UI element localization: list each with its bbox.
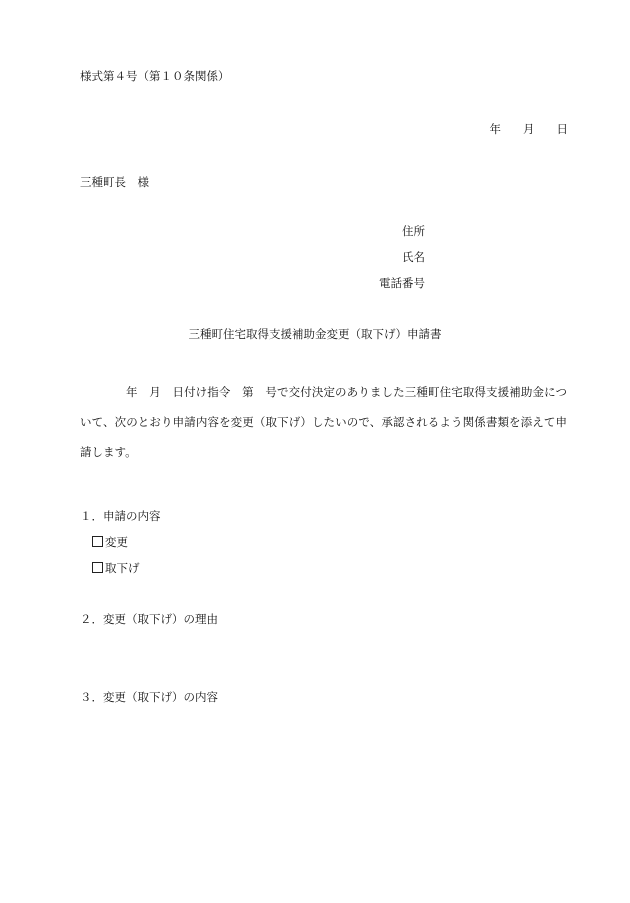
option-withdraw[interactable] xyxy=(92,562,140,575)
address-label: 住所 xyxy=(402,224,425,238)
section-reason: ２．変更（取下げ）の理由 xyxy=(80,612,218,626)
checkbox-withdraw[interactable] xyxy=(92,562,103,573)
date-month: 月 xyxy=(523,122,535,136)
addressee: 三種町長 様 xyxy=(80,175,149,189)
option-withdraw-label: 取下げ xyxy=(105,561,140,575)
section-application-content: １．申請の内容 xyxy=(80,509,161,523)
phone-label: 電話番号 xyxy=(379,276,425,290)
section-change-details: ３．変更（取下げ）の内容 xyxy=(80,690,218,704)
document-title: 三種町住宅取得支援補助金変更（取下げ）申請書 xyxy=(188,327,442,341)
date-line xyxy=(490,124,569,136)
option-change-label: 変更 xyxy=(105,535,128,549)
date-day: 日 xyxy=(556,122,568,136)
date-year: 年 xyxy=(489,122,501,136)
checkbox-change[interactable] xyxy=(92,536,103,547)
name-label: 氏名 xyxy=(402,250,425,264)
form-number: 様式第４号（第１０条関係） xyxy=(80,69,230,83)
option-change[interactable] xyxy=(92,536,128,549)
body-text: 年 月 日付け指令 第 号で交付決定のありました三種町住宅取得支援補助金について、次のとおり申請内容を変更（取下げ）したいので、承認されるよう関係書類を添えて申請します。 xyxy=(80,385,567,459)
